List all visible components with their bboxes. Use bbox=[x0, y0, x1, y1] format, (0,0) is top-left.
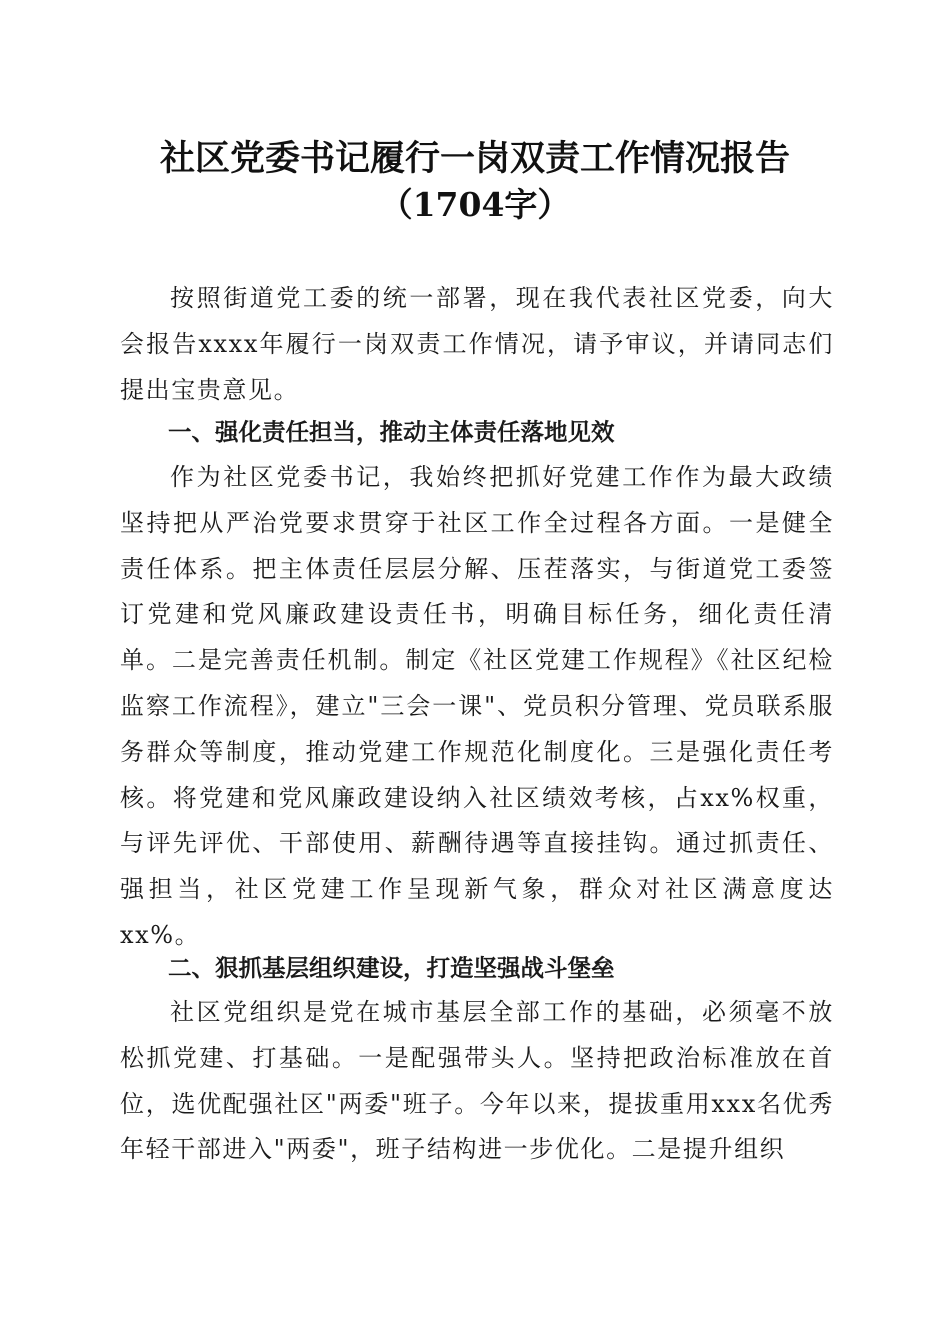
document-title: 社区党委书记履行一岗双责工作情况报告 bbox=[159, 138, 790, 179]
section-1-paragraph: 作为社区党委书记，我始终把抓好党建工作作为最大政绩坚持把从严治党要求贯穿于社区工作全过程各方面。一是健全责任体系。把主体责任层层分解、压茬落实，与街道党工委签订党建和党风廉政建设责任书，明确目标任务，细化责任清单。二是完善责任机制。制定《社区党建工作规程》《社区纪检监察工作流程》，建立"三会一课"、党员积分管理、党员联系服务群众等制度，推动党建工作规范化制度化。三是强化责任考核。将党建和党风廉政建设纳入社区绩效考核，占xx%权重，与评先评优、干部使用、薪酬待遇等直接挂钩。通过抓责任、强担当，社区党建工作呈现新气象，群众对社区满意度达xx%。 bbox=[120, 463, 834, 949]
document-subtitle: （1704字） bbox=[379, 185, 571, 224]
section-1-heading: 一、强化责任担当，推动主体责任落地见效 bbox=[168, 418, 615, 446]
intro-paragraph: 按照街道党工委的统一部署，现在我代表社区党委，向大会报告xxxx年履行一岗双责工作情况，请予审议，并请同志们提出宝贵意见。 bbox=[120, 284, 834, 404]
section-2-heading: 二、狠抓基层组织建设，打造坚强战斗堡垒 bbox=[168, 954, 615, 982]
section-2-paragraph: 社区党组织是党在城市基层全部工作的基础，必须毫不放松抓党建、打基础。一是配强带头人。坚持把政治标准放在首位，选优配强社区"两委"班子。今年以来，提拔重用xxx名优秀年轻干部进入"两委"，班子结构进一步优化。二是提升组织 bbox=[120, 998, 834, 1164]
